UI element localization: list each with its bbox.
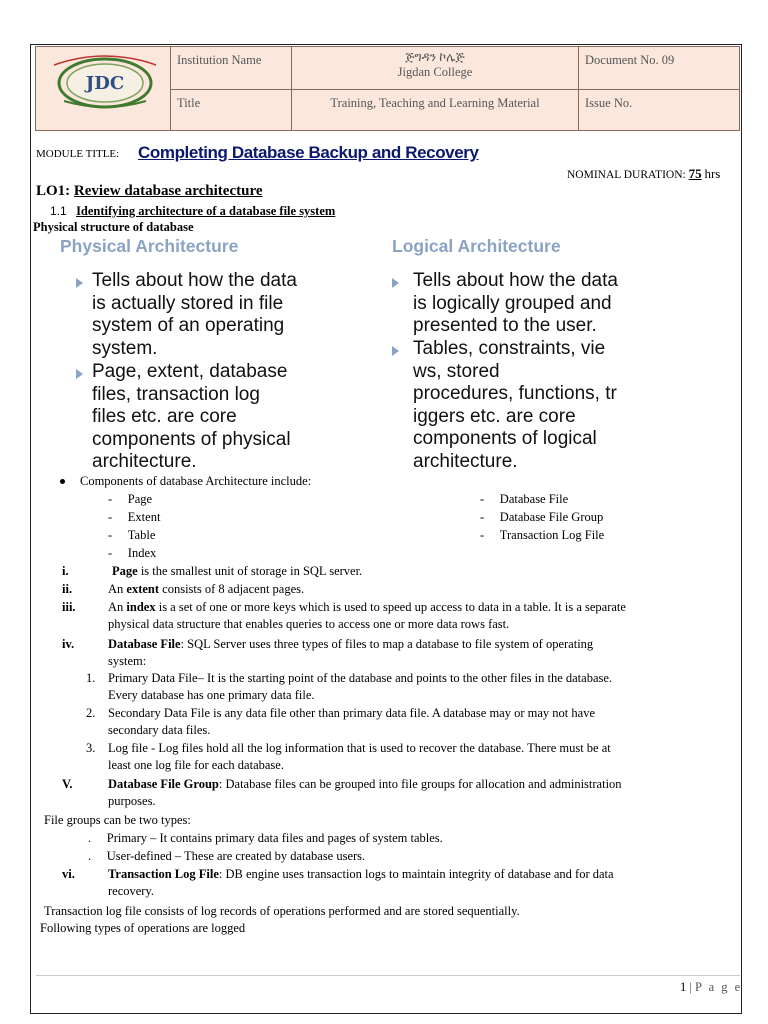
duration-label: NOMINAL DURATION: [567, 169, 686, 181]
secondary-data-file: Secondary Data File is any data file other than primary data file. A database may or may not have [108, 706, 595, 720]
bullet-icon [60, 479, 65, 484]
components-intro: Components of database Architecture include: [80, 474, 312, 488]
institution-name: Jigdan College [397, 65, 473, 79]
bullet-arrow-icon [76, 278, 83, 288]
sub-number: 2. [86, 706, 96, 720]
item-extent: An extent consists of 8 adjacent pages. [108, 582, 305, 596]
physical-architecture-title: Physical Architecture [60, 236, 239, 256]
component-item: - Page [108, 492, 153, 506]
component-item: - Database File [480, 492, 569, 506]
item-file-group-cont: purposes. [108, 794, 156, 808]
footer-divider [36, 975, 740, 976]
physical-bullet-1: Tells about how the data is actually stored in file system of an operating system. [92, 270, 297, 359]
file-group-user-defined: . User-defined – These are created by database users. [88, 849, 366, 863]
item-database-file-cont: system: [108, 654, 147, 668]
page-number: 1 | P a g e [680, 980, 743, 994]
item-number: V. [62, 777, 73, 791]
document-header [35, 46, 740, 131]
svg-text:JDC: JDC [85, 73, 125, 94]
log-file: Log file - Log files hold all the log information that is used to recover the database. There must be at [108, 741, 611, 755]
lo1-title: Review database architecture [73, 183, 263, 199]
component-item: - Table [108, 528, 156, 542]
physical-bullet-2: Page, extent, database files, transaction log files etc. are core components of physical architecture. [92, 361, 291, 472]
secondary-data-file-cont: secondary data files. [108, 723, 211, 737]
section-heading [50, 204, 335, 219]
bullet-arrow-icon [76, 369, 83, 379]
logo-cell [36, 47, 171, 131]
sub-number: 1. [86, 671, 96, 685]
logical-bullet-1: Tells about how the data is logically grouped and presented to the user. [413, 270, 618, 336]
item-number: i. [62, 564, 69, 578]
logged-operations-intro: Following types of operations are logged [40, 921, 246, 935]
duration-value: 75 [688, 166, 702, 181]
item-transaction-log: Transaction Log File: DB engine uses transaction logs to maintain integrity of database and for data [108, 867, 614, 881]
lo1-prefix: LO1: [36, 183, 71, 199]
item-index: An index is a set of one or more keys which is used to speed up access to data in a table. It is a separate [108, 600, 626, 614]
learning-outcome-heading [36, 183, 263, 200]
physical-structure-heading: Physical structure of database [33, 220, 194, 234]
log-file-cont: least one log file for each database. [108, 758, 284, 772]
logical-bullet-2: Tables, constraints, vie ws, stored procedures, functions, tr iggers etc. are core components of logical architecture. [413, 338, 617, 472]
bullet-arrow-icon [392, 278, 399, 288]
duration-unit: hrs [704, 166, 721, 181]
nominal-duration [567, 166, 720, 182]
module-title: Completing Database Backup and Recovery [138, 143, 479, 162]
transaction-log-description: Transaction log file consists of log records of operations performed and are stored sequentially. [44, 904, 520, 918]
item-file-group: Database File Group: Database files can be grouped into file groups for allocation and administration [108, 777, 622, 791]
title-label: Title [171, 90, 292, 131]
component-item: - Database File Group [480, 510, 604, 524]
issue-number: Issue No. [579, 90, 740, 131]
college-logo [44, 51, 166, 111]
component-item: - Extent [108, 510, 161, 524]
item-number: vi. [62, 867, 75, 881]
institution-label: Institution Name [171, 47, 292, 90]
item-transaction-log-cont: recovery. [108, 884, 155, 898]
item-index-cont: physical data structure that enables queries to access one or more data rows fast. [108, 617, 510, 631]
component-item: - Index [108, 546, 157, 560]
primary-data-file: Primary Data File– It is the starting point of the database and points to the other files in the database. [108, 671, 613, 685]
section-title: Identifying architecture of a database file system [76, 204, 336, 218]
title-value: Training, Teaching and Learning Material [292, 90, 579, 131]
architecture-slide [38, 236, 718, 476]
logical-architecture-title: Logical Architecture [392, 236, 561, 256]
item-number: iii. [62, 600, 76, 614]
institution-amharic: ጅግዳን ኮሌጅ [405, 50, 465, 64]
component-item: - Transaction Log File [480, 528, 605, 542]
bullet-arrow-icon [392, 346, 399, 356]
module-title-label: MODULE TITLE: [36, 148, 120, 160]
section-number: 1.1 [50, 204, 67, 218]
item-number: ii. [62, 582, 73, 596]
item-number: iv. [62, 637, 75, 651]
file-groups-intro: File groups can be two types: [44, 813, 191, 827]
file-group-primary: . Primary – It contains primary data files and pages of system tables. [88, 831, 443, 845]
sub-number: 3. [86, 741, 96, 755]
institution-value [292, 47, 579, 90]
item-database-file: Database File: SQL Server uses three types of files to map a database to file system of operating [108, 637, 594, 651]
document-number: Document No. 09 [579, 47, 740, 90]
item-page: Page is the smallest unit of storage in SQL server. [112, 564, 363, 578]
primary-data-file-cont: Every database has one primary data file. [108, 688, 315, 702]
